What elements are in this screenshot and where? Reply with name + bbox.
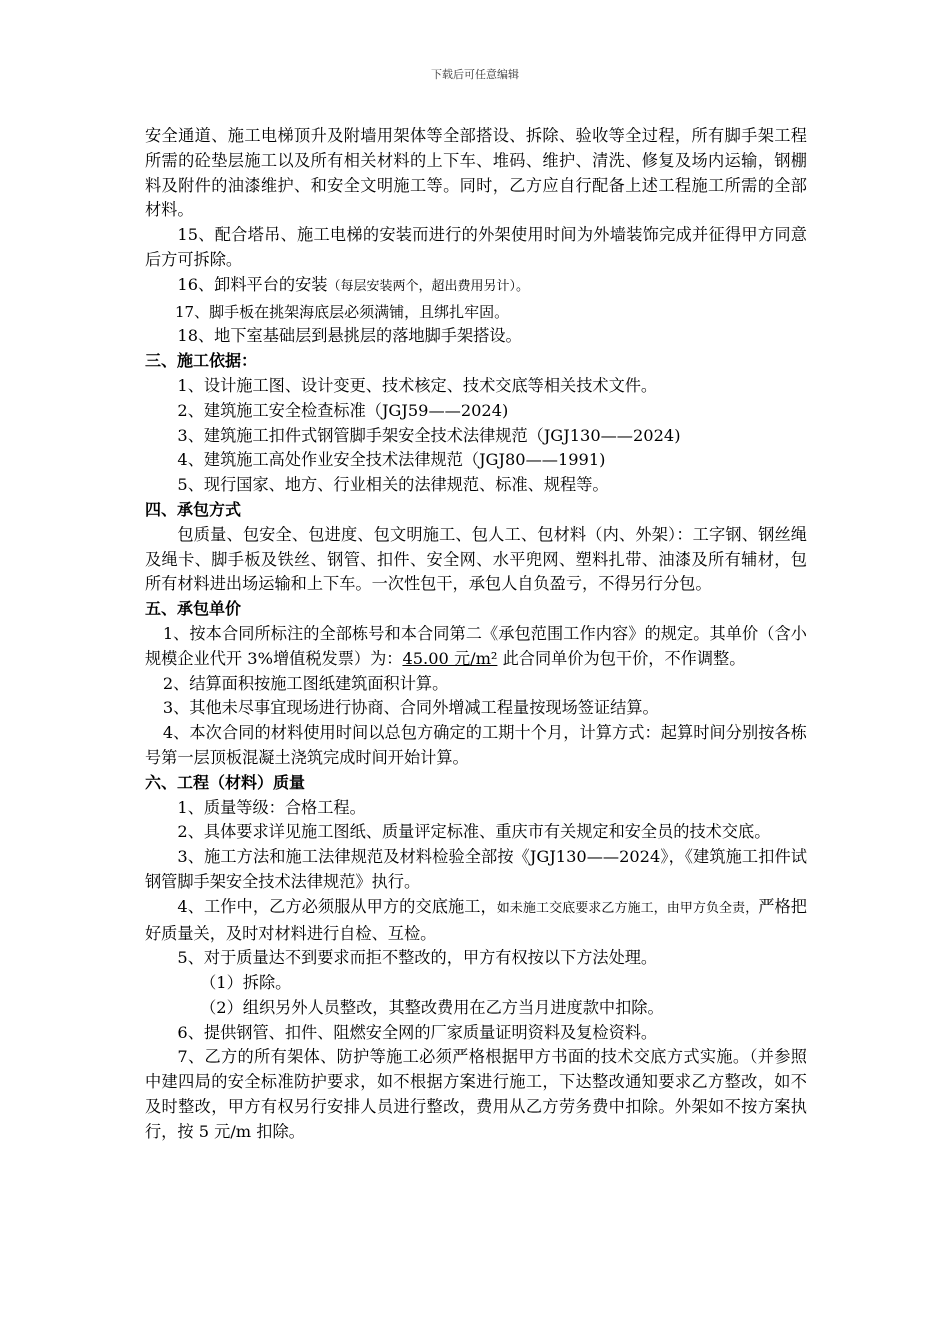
unit-price: 45.00 元/m² — [402, 648, 498, 668]
clause-16 — [145, 273, 807, 300]
clause-16-note: （每层安装两个，超出费用另计）。 — [327, 278, 530, 294]
section-4-text: 包质量、包安全、包进度、包文明施工、包人工、包材料（内、外架）：工字钢、钢丝绳及绳卡、脚手板及铁丝、钢管、扣件、安全网、水平兜网、塑料扎带、油漆及所有辅材，包所有材料进出场运输和上下车。一次性包干，承包人自负盈亏，不得另行分包。 — [145, 524, 807, 594]
section-6-item-5: 5、对于质量达不到要求而拒不整改的，甲方有权按以下方法处理。 — [177, 948, 658, 968]
clause-15: 15、配合塔吊、施工电梯的安装而进行的外架使用时间为外墙装饰完成并征得甲方同意后方可拆除。 — [145, 225, 807, 269]
section-5-item-2: 2、结算面积按施工图纸建筑面积计算。 — [162, 673, 449, 693]
clause-16-main: 16、卸料平台的安装 — [177, 274, 328, 294]
section-6-item-4-small: 如未施工交底要求乙方施工，由甲方负全责， — [496, 900, 759, 916]
section-3-item: 4、建筑施工高处作业安全技术法律规范（JGJ80——1991) — [177, 450, 606, 470]
section-6-item-1: 1、质量等级：合格工程。 — [177, 797, 366, 817]
section-3-item: 5、现行国家、地方、行业相关的法律规范、标准、规程等。 — [177, 475, 609, 495]
section-6-item-5-sub-2: （2）组织另外人员整改，其整改费用在乙方当月进度款中扣除。 — [200, 997, 664, 1017]
section-5-item-1-tail: 此合同单价为包干价，不作调整。 — [497, 648, 746, 668]
section-6-item-4-text: 4、工作中，乙方必须服从甲方的交底施工， — [177, 896, 497, 916]
section-6-item-3: 3、施工方法和施工法律规范及材料检验全部按《JGJ130——2024》，《建筑施工扣件试钢管脚手架安全技术法律规范》执行。 — [145, 847, 807, 891]
section-6-item-4-tail: 严格把好质量关，及时对材料进行自检、互检。 — [145, 896, 807, 943]
section-3-item: 3、建筑施工扣件式钢管脚手架安全技术法律规范（JGJ130——2024) — [177, 425, 681, 445]
section-6-item-7: 7、乙方的所有架体、防护等施工必须严格根据甲方书面的技术交底方式实施。（并参照中建四局的安全标准防护要求，如不根据方案进行施工，下达整改通知要求乙方整改，如不及时整改，甲方有权另行安排人员进行整改，费用从乙方劳务费中扣除。外架如不按方案执行，按 5 元/m 扣除。 — [145, 1047, 807, 1141]
section-5-item-3: 3、其他未尽事宜现场进行协商、合同外增减工程量按现场签证结算。 — [162, 698, 659, 718]
section-5-item-1-text: 1、按本合同所标注的全部栋号和本合同第二《承包范围工作内容》的规定。其单价（含小规模企业代开 3%增值税发票）为： — [145, 623, 807, 668]
section-3-heading: 三、施工依据： — [145, 351, 258, 371]
section-3-item: 1、设计施工图、设计变更、技术核定、技术交底等相关技术文件。 — [177, 375, 658, 395]
section-6-heading: 六、工程（材料）质量 — [145, 772, 306, 792]
clause-17: 17、脚手板在挑架海底层必须满铺，且绑扎牢固。 — [175, 302, 510, 321]
section-4-heading: 四、承包方式 — [145, 499, 242, 519]
section-6-item-4 — [145, 895, 807, 947]
paragraph-continuation: 安全通道、施工电梯顶升及附墙用架体等全部搭设、拆除、验收等全过程，所有脚手架工程所需的砼垫层施工以及所有相关材料的上下车、堆码、维护、清洗、修复及场内运输，钢棚料及附件的油漆维护、和安全文明施工等。同时，乙方应自行配备上述工程施工所需的全部材料。 — [145, 126, 807, 220]
section-3-item: 2、建筑施工安全检查标准（JGJ59——2024) — [177, 400, 509, 420]
clause-18: 18、地下室基础层到悬挑层的落地脚手架搭设。 — [177, 326, 522, 346]
section-6-item-2: 2、具体要求详见施工图纸、质量评定标准、重庆市有关规定和安全员的技术交底。 — [177, 822, 771, 842]
section-6-item-5-sub-1: （1）拆除。 — [200, 973, 292, 993]
section-5-item-1 — [145, 622, 807, 672]
document-body — [145, 124, 807, 1145]
page-header: 下载后可任意编辑 — [431, 68, 519, 81]
section-5-heading: 五、承包单价 — [145, 599, 242, 619]
section-6-item-6: 6、提供钢管、扣件、阻燃安全网的厂家质量证明资料及复检资料。 — [177, 1022, 658, 1042]
section-5-item-4: 4、本次合同的材料使用时间以总包方确定的工期十个月，计算方式：起算时间分别按各栋号第一层顶板混凝土浇筑完成时间开始计算。 — [145, 723, 807, 767]
